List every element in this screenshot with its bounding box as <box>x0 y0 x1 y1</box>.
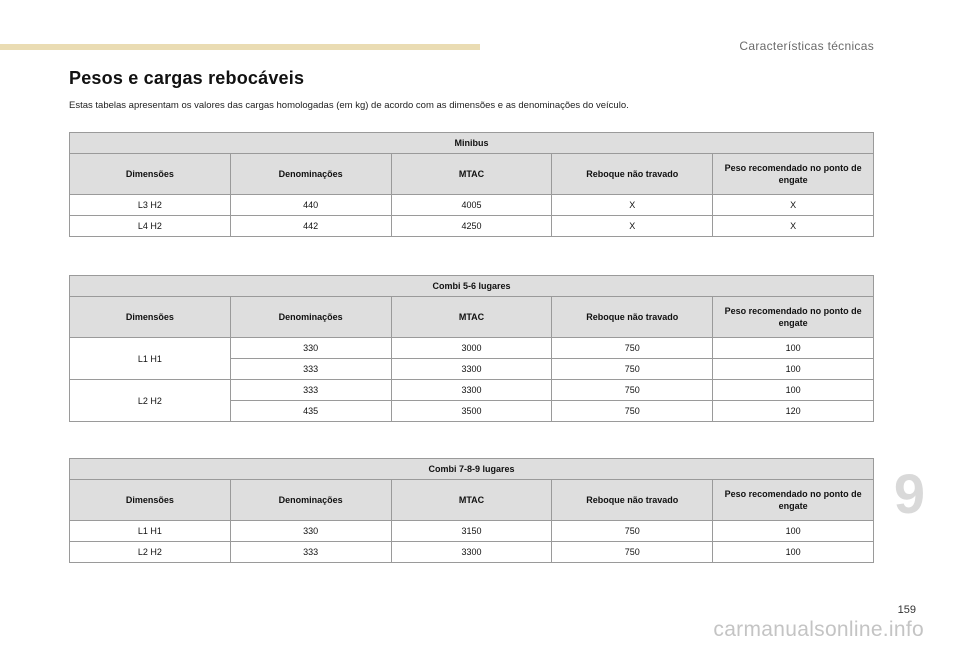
table-cell: 435 <box>230 401 391 422</box>
table-cell: X <box>552 195 713 216</box>
table-cell: 3300 <box>391 542 552 563</box>
column-header: Dimensões <box>70 154 231 195</box>
table-cell: 100 <box>713 359 874 380</box>
page-title: Pesos e cargas rebocáveis <box>69 68 305 88</box>
dimension-cell: L2 H2 <box>70 380 231 422</box>
section-title: Características técnicas <box>739 39 874 53</box>
table-cell: 330 <box>230 338 391 359</box>
table-row <box>70 195 874 216</box>
dimension-cell: L2 H2 <box>70 542 231 563</box>
table-row <box>70 542 874 563</box>
column-header: Peso recomendado no ponto de engate <box>713 154 874 195</box>
table-caption: Combi 5-6 lugares <box>70 276 874 297</box>
table-cell: 3000 <box>391 338 552 359</box>
column-header: Denominações <box>230 297 391 338</box>
table-cell: 120 <box>713 401 874 422</box>
table-row <box>70 521 874 542</box>
page-number: 159 <box>897 604 916 616</box>
table-cell: 440 <box>230 195 391 216</box>
table-cell: 333 <box>230 380 391 401</box>
column-header: Dimensões <box>70 480 231 521</box>
table-cell: 3300 <box>391 380 552 401</box>
column-header: Reboque não travado <box>552 154 713 195</box>
table-cell: 100 <box>713 338 874 359</box>
column-header: Denominações <box>230 480 391 521</box>
table-caption: Minibus <box>70 133 874 154</box>
chapter-number: 9 <box>893 462 925 525</box>
dimension-cell: L4 H2 <box>70 216 231 237</box>
column-header: Reboque não travado <box>552 297 713 338</box>
dimension-cell: L1 H1 <box>70 521 231 542</box>
table-cell: 3300 <box>391 359 552 380</box>
table-cell: X <box>552 216 713 237</box>
table-row <box>70 380 874 401</box>
table-cell: 100 <box>713 542 874 563</box>
table-cell: 333 <box>230 359 391 380</box>
minibus-table <box>69 132 874 237</box>
table-cell: 750 <box>552 338 713 359</box>
combi-5-6-table <box>69 275 874 422</box>
column-header: Peso recomendado no ponto de engate <box>713 297 874 338</box>
table-cell: X <box>713 195 874 216</box>
table-cell: 442 <box>230 216 391 237</box>
table-cell: X <box>713 216 874 237</box>
table-cell: 3500 <box>391 401 552 422</box>
table-cell: 4005 <box>391 195 552 216</box>
table-cell: 100 <box>713 380 874 401</box>
column-header: Dimensões <box>70 297 231 338</box>
table-cell: 750 <box>552 380 713 401</box>
dimension-cell: L1 H1 <box>70 338 231 380</box>
intro-text: Estas tabelas apresentam os valores das cargas homologadas (em kg) de acordo com as dimensões e as denominações do veículo. <box>69 100 629 111</box>
column-header: Peso recomendado no ponto de engate <box>713 480 874 521</box>
table-cell: 3150 <box>391 521 552 542</box>
column-header: MTAC <box>391 480 552 521</box>
table-row <box>70 338 874 359</box>
column-header: MTAC <box>391 297 552 338</box>
table-caption: Combi 7-8-9 lugares <box>70 459 874 480</box>
table-cell: 333 <box>230 542 391 563</box>
column-header: Denominações <box>230 154 391 195</box>
table-cell: 330 <box>230 521 391 542</box>
combi-7-8-9-table <box>69 458 874 563</box>
top-accent-rule <box>0 44 480 50</box>
table-cell: 750 <box>552 359 713 380</box>
column-header: Reboque não travado <box>552 480 713 521</box>
table-cell: 750 <box>552 542 713 563</box>
table-cell: 750 <box>552 401 713 422</box>
dimension-cell: L3 H2 <box>70 195 231 216</box>
table-cell: 750 <box>552 521 713 542</box>
column-header: MTAC <box>391 154 552 195</box>
table-cell: 100 <box>713 521 874 542</box>
watermark: carmanualsonline.info <box>713 618 924 641</box>
table-row <box>70 216 874 237</box>
table-cell: 4250 <box>391 216 552 237</box>
